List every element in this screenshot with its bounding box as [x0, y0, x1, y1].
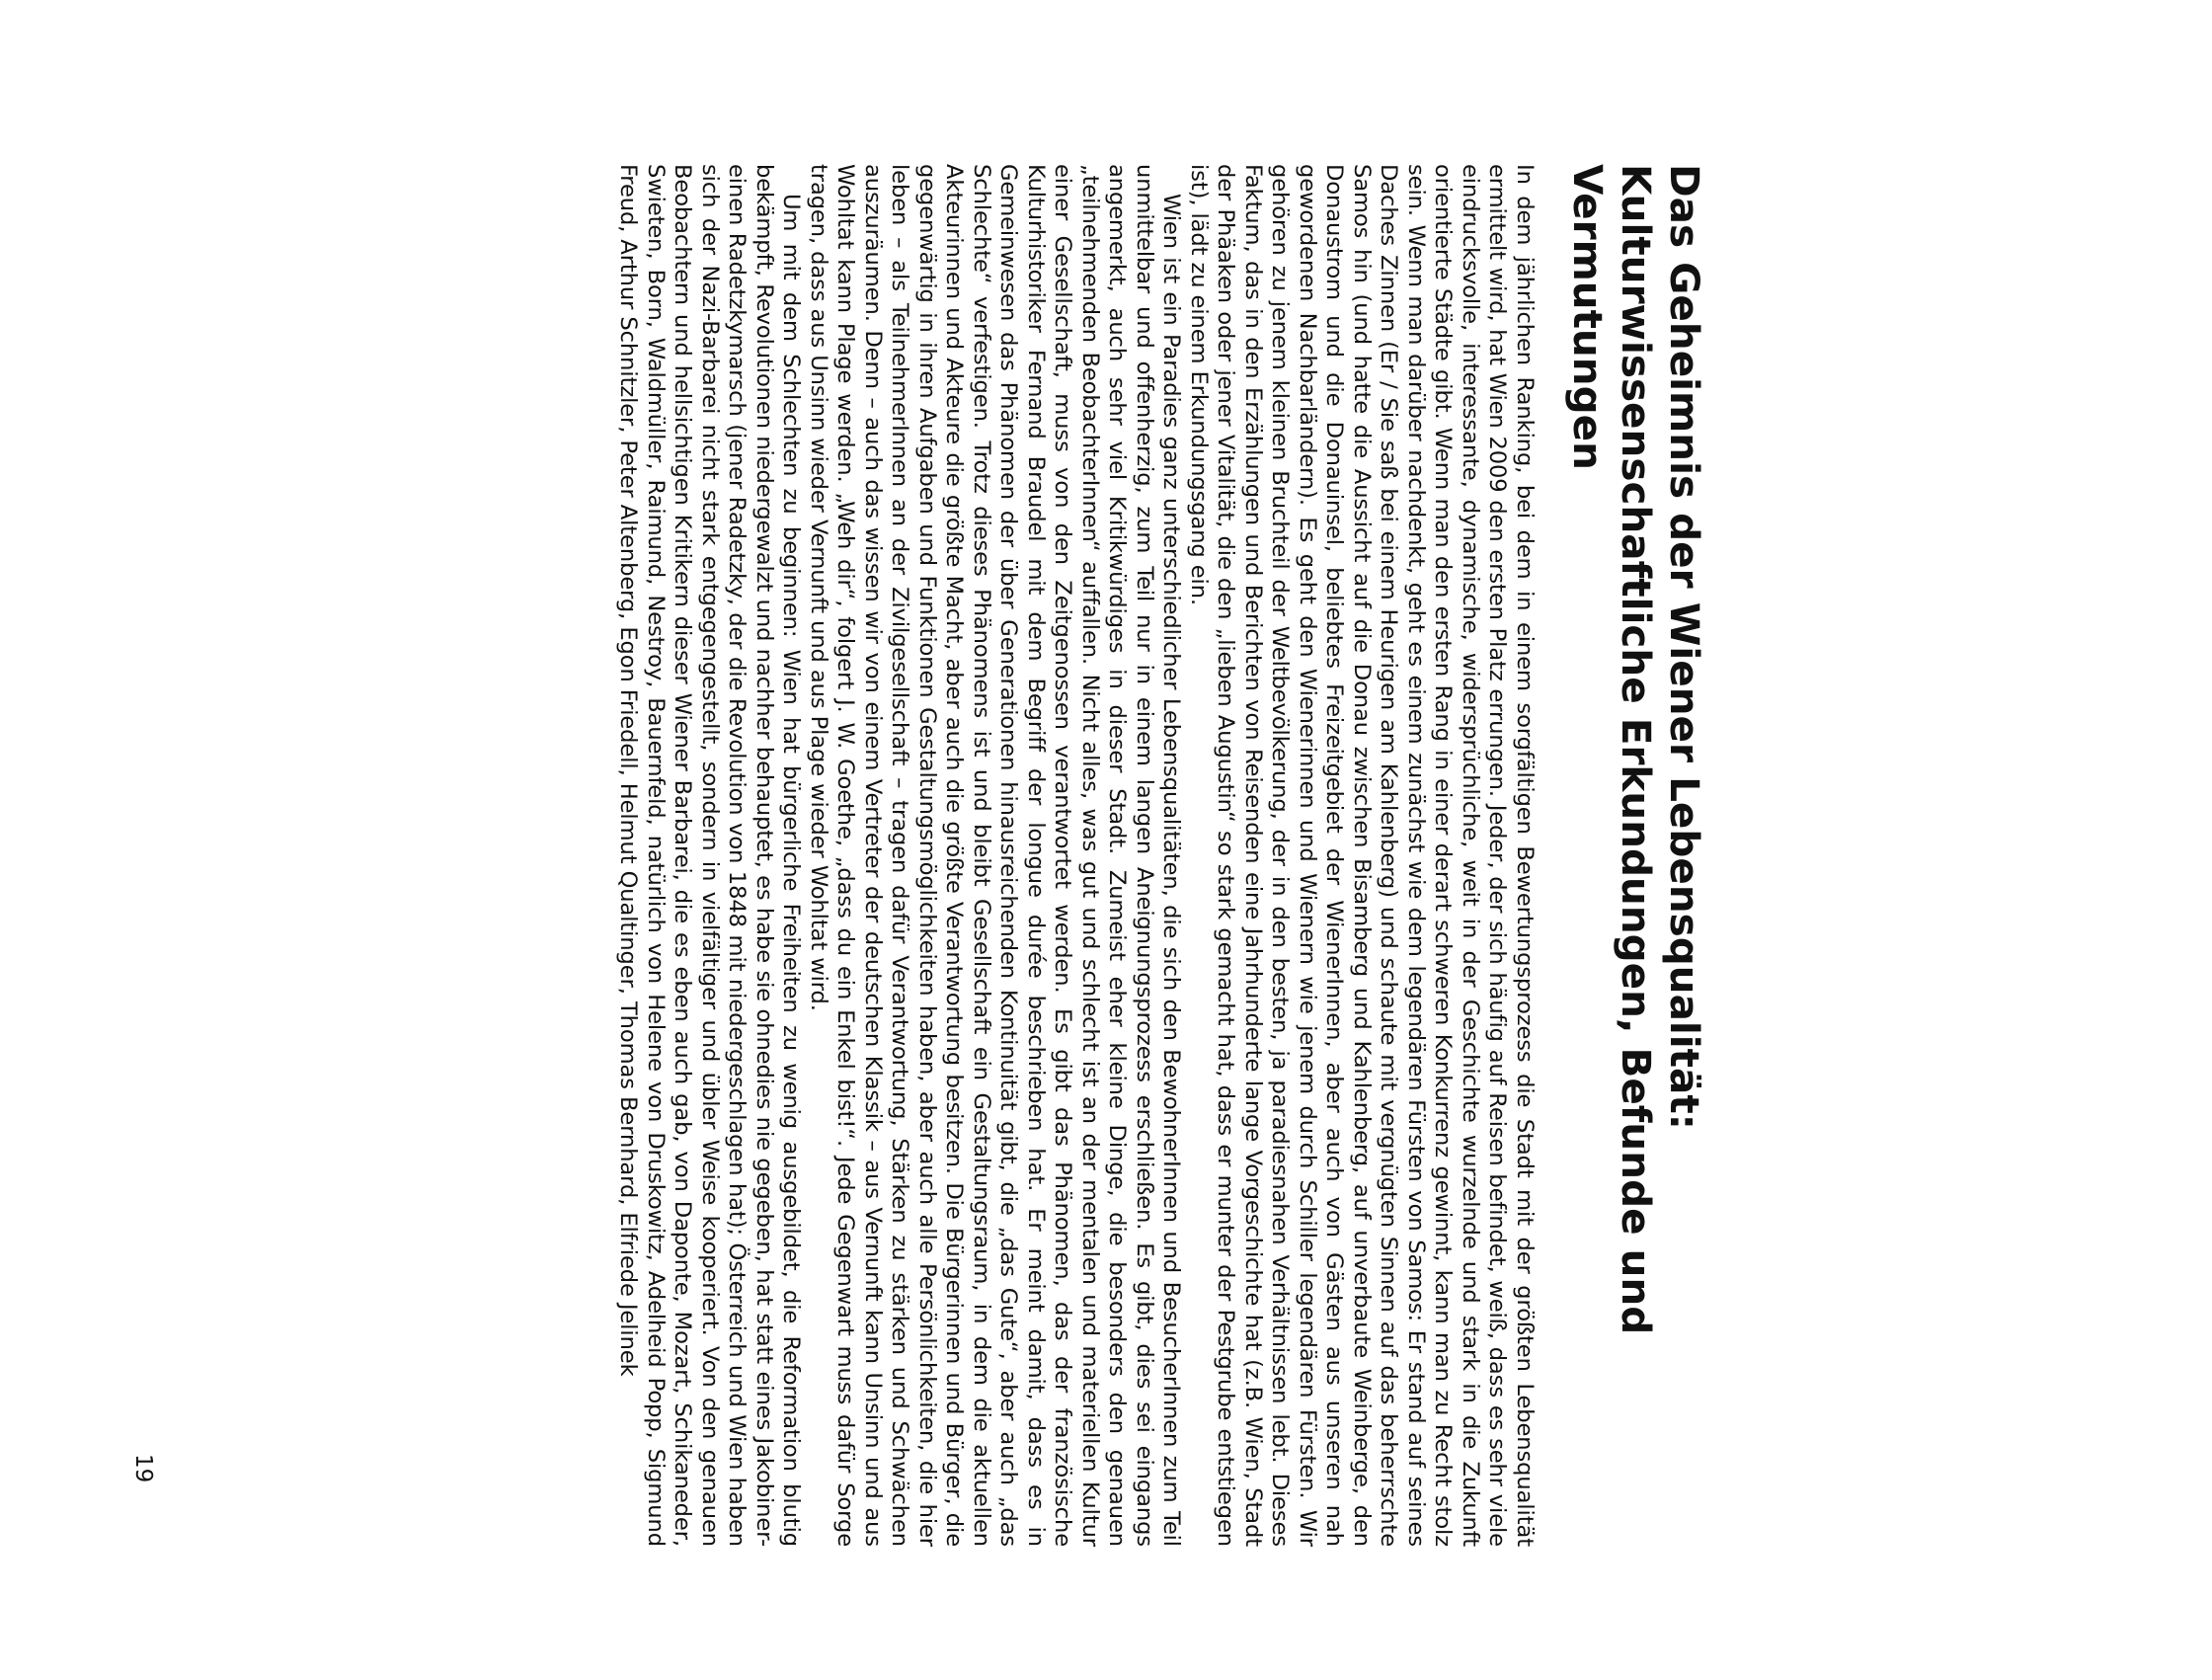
paragraph-bad-side: Um mit dem Schlechten zu beginnen: Wien hat bürgerliche Freiheiten zu wenig ausgebildet, die Reformation blutig bekämpft, Revolutionen niedergewalzt und nachher behauptet, es habe sie ohnedies nie gegeben, hat statt eines Jakobiner- einen Radetzkymarsch (jener Radetzky, der die Revolution von 1848 mit niedergeschlagen hat); Österreich und Wien haben sich der Nazi-Barbarei nicht stark entgegengestellt, sondern in vielfältiger und übler Weise kooperiert. Von den genauen Beobachtern und hellsichtigen Kritikern dieser Wiener Barbarei, die es eben auch gab, von Daponte, Mozart, Schikaneder, Swieten, Born, Waldmüller, Raimund, Nestroy, Bauernfeld, natürlich von Helene von Druskowitz, Adelheid Popp, Sigmund Freud, Arthur Schnitzler, Peter Altenberg, Egon Friedell, Helmut Qualtinger, Thomas Bernhard, Elfriede Jelinek	[615, 164, 805, 1547]
page-number: 19	[130, 1454, 156, 1483]
article	[614, 164, 1708, 1547]
paragraph-paradise: Wien ist ein Paradies ganz unterschiedlicher Lebensqualitäten, die sich den BewohnerInnen und BesucherInnen zum Teil unmittelbar und offenherzig, zum Teil nur in einem langen Aneignungsprozess erschließen. Es gibt, dies sei eingangs angemerkt, auch sehr viel Kritikwürdiges in dieser Stadt. Zumeist eher kleine Dinge, die besonders den genauen „teilnehmenden BeobachterInnen“ auffallen. Nicht alles, was gut und schlecht ist an der mentalen und materiellen Kultur einer Gesellschaft, muss von den Zeitgenossen verantwortet werden. Es gibt das Phänomen, das der französische Kulturhistoriker Fernand Braudel mit dem Begriff der longue durée beschrieben hat. Er meint damit, dass es in Gemeinwesen das Phänomen der über Generationen hinausreichenden Kontinuität gibt, die „das Gute“, aber auch „das Schlechte“ verfestigen. Trotz dieses Phänomens ist und bleibt Gesellschaft ein Gestaltungsraum, in dem die aktuellen Akteurinnen und Akteure die größte Macht, aber auch die größte Verantwortung besitzen. Die Bürgerinnen und Bürger, die gegenwärtig in ihren Aufgaben und Funktionen Gestaltungsmöglichkeiten haben, aber auch alle Persönlichkeiten, die hier leben – als TeilnehmerInnen an der Zivilgesellschaft – tragen dafür Verantwortung, Stärken zu stärken und Schwächen auszuräumen. Denn – auch das wissen wir von einem Vertreter der deutschen Klassik – aus Vernunft kann Unsinn und aus Wohltat kann Plage werden. „Weh dir“, folgert J. W. Goethe, „dass du ein Enkel bist!“. Jede Gegenwart muss dafür Sorge tragen, dass aus Unsinn wieder Vernunft und aus Plage wieder Wohltat wird.	[806, 164, 1185, 1547]
article-title: Das Geheimnis der Wiener Lebensqualität: Kulturwissenschaftliche Erkundungen, Befunde und Vermutungen	[1564, 164, 1708, 1335]
paragraph-intro: In dem jährlichen Ranking, bei dem in einem sorgfältigen Bewertungsprozess die Stadt mit der größten Lebensqualität ermittelt wird, hat Wien 2009 den ersten Platz errungen. Jeder, der sich häufig auf Reisen befindet, weiß, dass es sehr viele eindrucksvolle, interessante, dynamische, widersprüchliche, weit in der Geschichte wurzelnde und stark in die Zukunft orientierte Städte gibt. Wenn man den ersten Rang in einer derart schweren Konkurrenz gewinnt, kann man zu Recht stolz sein. Wenn man darüber nachdenkt, geht es einem zunächst wie dem legendären Fürsten von Samos: Er stand auf seines Daches Zinnen (Er / Sie saß bei einem Heurigen am Kahlenberg) und schaute mit vergnügten Sinnen auf das beherrschte Samos hin (und hatte die Aussicht auf die Donau zwischen Bisamberg und Kahlenberg, auf unverbaute Weinberge, den Donaustrom und die Donauinsel, beliebtes Freizeitgebiet der WienerInnen, aber auch von Gästen aus unseren nah gewordenen Nachbarländern). Es geht den Wienerinnen und Wienern wie jenem durch Schiller legendären Fürsten. Wir gehören zu jenem kleinen Bruchteil der Weltbevölkerung, der in den besten, ja paradiesnahen Verhältnissen lebt. Dieses Faktum, das in den Erzählungen und Berichten von Reisenden eine Jahrhunderte lange Vorgeschichte hat (z.B. Wien, Stadt der Phäaken oder jener Vitalität, die den „lieben Augustin“ so stark gemacht hat, dass er munter der Pestgrube entstiegen ist), lädt zu einem Erkundungsgang ein.	[1186, 164, 1538, 1547]
